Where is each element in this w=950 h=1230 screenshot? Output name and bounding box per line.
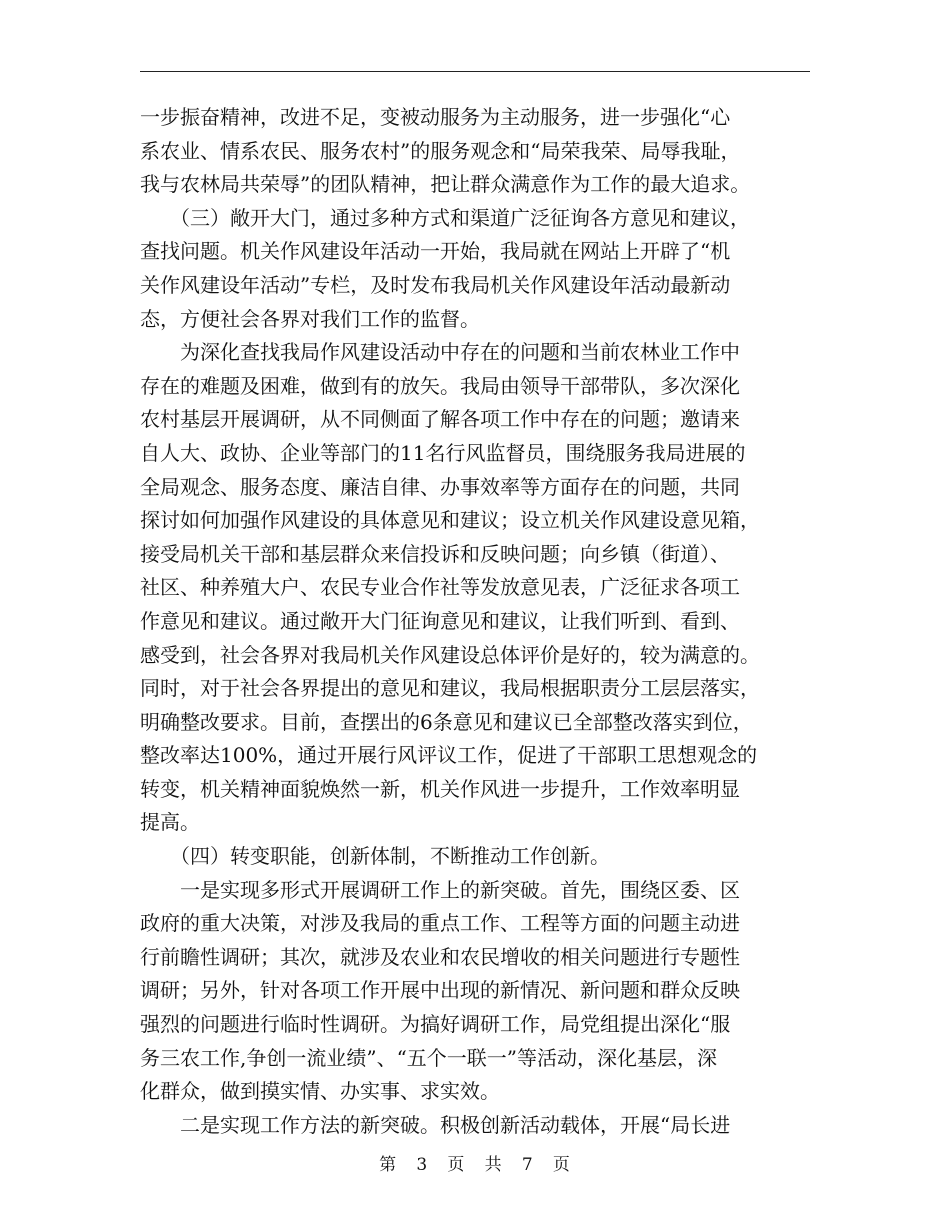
- text-line: 查找问题。机关作风建设年活动一开始，我局就在网站上开辟了“机: [140, 239, 731, 264]
- header-rule: [140, 71, 810, 72]
- page-footer: [0, 1153, 950, 1177]
- text-line: 为深化查找我局作风建设活动中存在的问题和当前农林业工作中: [140, 340, 740, 365]
- text-line: 我与农林局共荣辱”的团队精神，把让群众满意作为工作的最大追求。: [140, 172, 751, 197]
- text-line: 明确整改要求。目前，查摆出的6条意见和建议已全部整改落实到位，: [140, 709, 753, 734]
- text-line: 整改率达100%，通过开展行风评议工作，促进了干部职工思想观念的: [140, 743, 758, 768]
- footer-suffix: 页: [552, 1155, 571, 1175]
- text-line: 系农业、情系农民、服务农村”的服务观念和“局荣我荣、局辱我耻，: [140, 138, 741, 163]
- footer-total-word: 共: [484, 1155, 503, 1175]
- footer-prefix: 第: [379, 1155, 398, 1175]
- footer-total-pages: 7: [521, 1155, 534, 1175]
- footer-current-page: 3: [416, 1155, 429, 1175]
- text-line: 一是实现多形式开展调研工作上的新突破。首先，围绕区委、区: [140, 877, 740, 902]
- text-line: 强烈的问题进行临时性调研。为搞好调研工作，局党组提出深化“服: [140, 1012, 731, 1037]
- text-line: 农村基层开展调研，从不同侧面了解各项工作中存在的问题；邀请来: [140, 407, 740, 432]
- text-line: 自人大、政协、企业等部门的11名行风监督员，围绕服务我局进展的: [140, 440, 746, 465]
- text-line: 社区、种养殖大户、农民专业合作社等发放意见表，广泛征求各项工: [140, 575, 740, 600]
- body-text: [140, 101, 812, 1142]
- text-line: 感受到，社会各界对我局机关作风建设总体评价是好的，较为满意的。: [140, 642, 760, 667]
- text-line: 政府的重大决策，对涉及我局的重点工作、工程等方面的问题主动进: [140, 911, 740, 936]
- text-line: 二是实现工作方法的新突破。积极创新活动载体，开展“局长进: [140, 1112, 731, 1137]
- footer-page-word: 页: [447, 1155, 466, 1175]
- text-line: 态，方便社会各界对我们工作的监督。: [140, 306, 480, 331]
- text-line: 作意见和建议。通过敞开大门征询意见和建议，让我们听到、看到、: [140, 608, 740, 633]
- text-line: 探讨如何加强作风建设的具体意见和建议；设立机关作风建设意见箱，: [140, 508, 760, 533]
- text-line: 务三农工作,争创一流业绩”、“五个一联一”等活动，深化基层，深: [140, 1045, 718, 1070]
- text-line: 存在的难题及困难，做到有的放矢。我局由领导干部带队，多次深化: [140, 373, 740, 398]
- text-line: 转变，机关精神面貌焕然一新，机关作风进一步提升，工作效率明显: [140, 776, 740, 801]
- text-line: 行前瞻性调研；其次，就涉及农业和农民增收的相关问题进行专题性: [140, 944, 740, 969]
- text-line: 化群众，做到摸实情、办实事、求实效。: [140, 1079, 500, 1104]
- text-line: 一步振奋精神，改进不足，变被动服务为主动服务，进一步强化“心: [140, 105, 731, 129]
- text-line: 接受局机关干部和基层群众来信投诉和反映问题；向乡镇（街道）、: [140, 541, 730, 566]
- text-line: 全局观念、服务态度、廉洁自律、办事效率等方面存在的问题，共同: [140, 474, 740, 499]
- text-line: 提高。: [140, 810, 200, 835]
- text-line: 同时，对于社会各界提出的意见和建议，我局根据职责分工层层落实，: [140, 676, 760, 701]
- text-line: （三）敞开大门，通过多种方式和渠道广泛征询各方意见和建议，: [140, 205, 750, 230]
- text-line: （四）转变职能，创新体制，不断推动工作创新。: [140, 844, 610, 869]
- text-line: 关作风建设年活动”专栏，及时发布我局机关作风建设年活动最新动: [140, 272, 731, 297]
- text-line: 调研；另外，针对各项工作开展中出现的新情况、新问题和群众反映: [140, 978, 740, 1003]
